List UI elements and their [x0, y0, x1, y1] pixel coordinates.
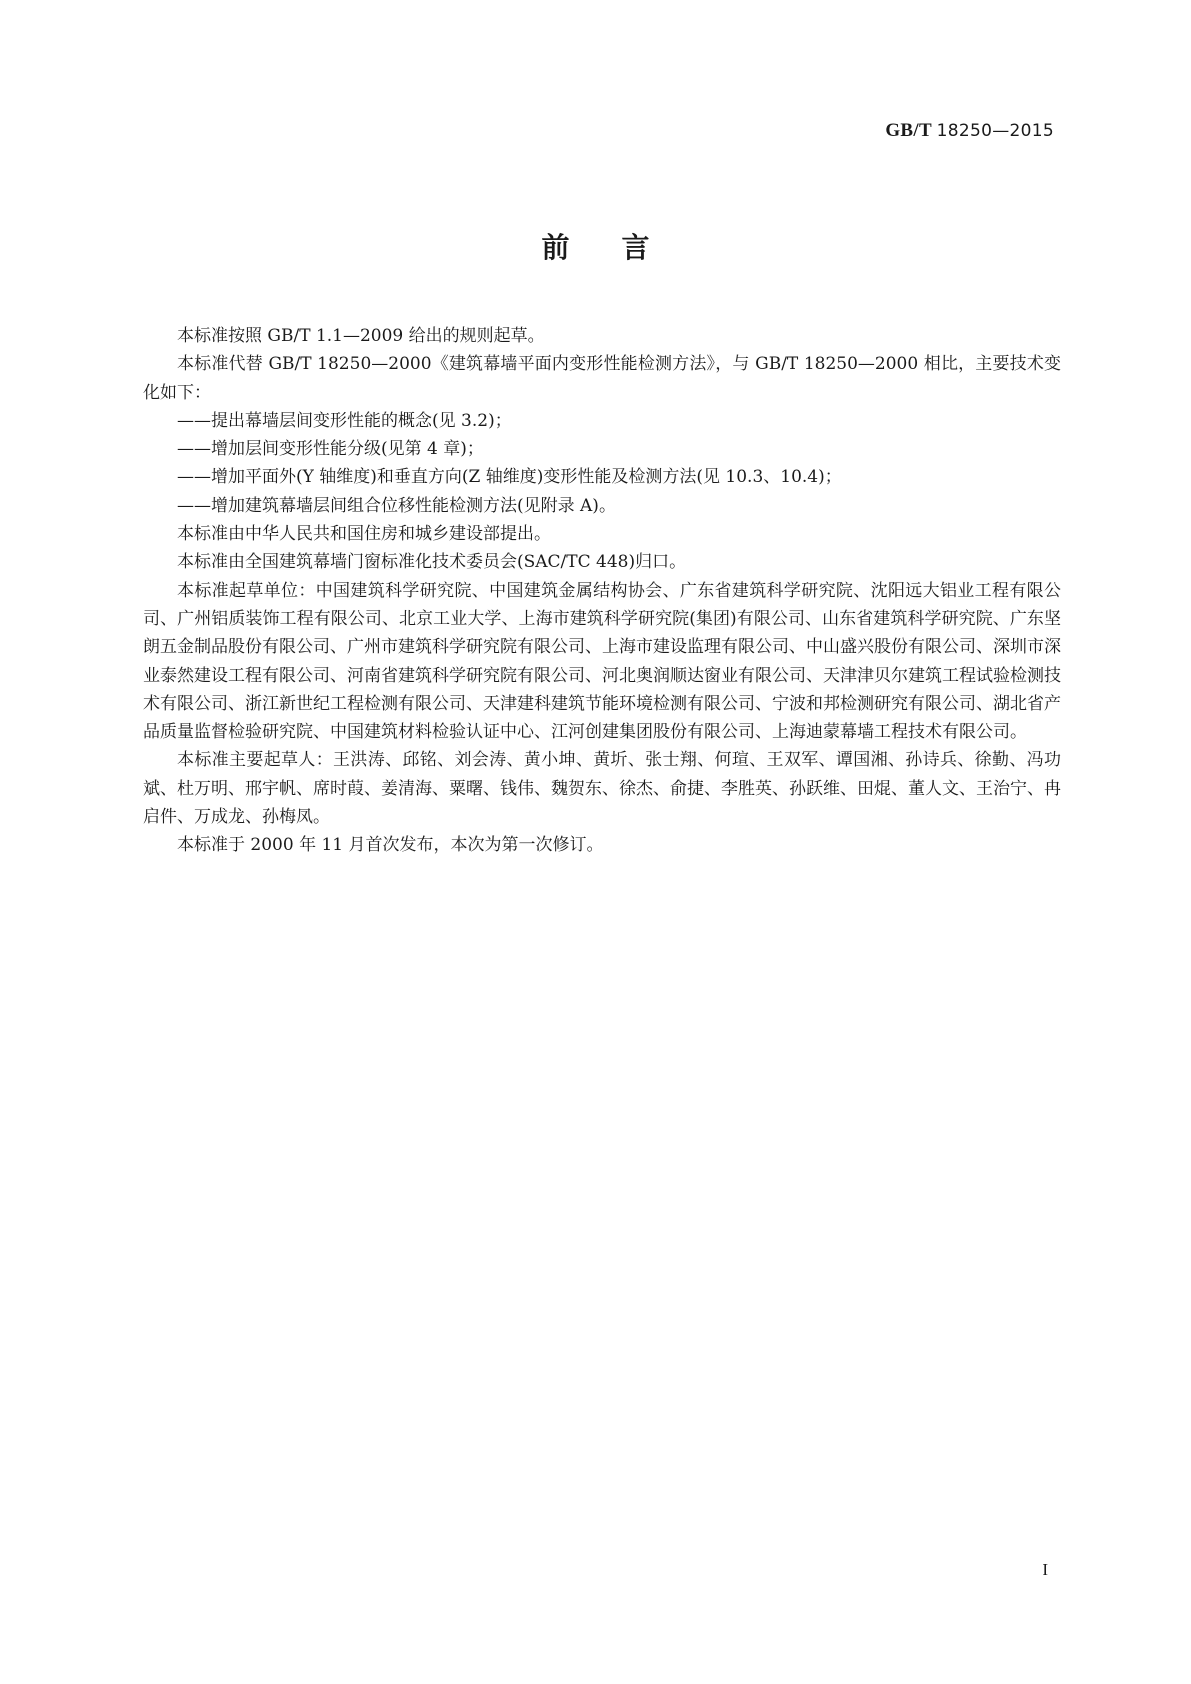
paragraph-drafting-organizations: 本标准起草单位：中国建筑科学研究院、中国建筑金属结构协会、广东省建筑科学研究院、沈阳远大铝业工程有限公司、广州铝质装饰工程有限公司、北京工业大学、上海市建筑科学研究院(集团)有限公司、山东省建筑科学研究院、广东坚朗五金制品股份有限公司、广州市建筑科学研究院有限公司、上海市建设监理有限公司、中山盛兴股份有限公司、深圳市深业泰然建设工程有限公司、河南省建筑科学研究院有限公司、河北奥润顺达窗业有限公司、天津津贝尔建筑工程试验检测技术有限公司、浙江新世纪工程检测有限公司、天津建科建筑节能环境检测有限公司、宁波和邦检测研究有限公司、湖北省产品质量监督检验研究院、中国建筑材料检验认证中心、江河创建集团股份有限公司、上海迪蒙幕墙工程技术有限公司。 — [143, 580, 1061, 743]
paragraph-drafting-rules: 本标准按照 GB/T 1.1—2009 给出的规则起草。 — [177, 326, 545, 346]
change-item-grading: ——增加层间变形性能分级(见第 4 章)； — [177, 439, 484, 460]
standard-code-prefix: GB/T — [885, 120, 932, 141]
paragraph-publication-history: 本标准于 2000 年 11 月首次发布，本次为第一次修订。 — [177, 835, 604, 856]
paragraph-technical-committee: 本标准由全国建筑幕墙门窗标准化技术委员会(SAC/TC 448)归口。 — [177, 552, 687, 573]
standard-code-number: 18250—2015 — [936, 121, 1054, 141]
change-item-concept: ——提出幕墙层间变形性能的概念(见 3.2)； — [177, 410, 512, 431]
paragraph-replacement: 本标准代替 GB/T 18250—2000《建筑幕墙平面内变形性能检测方法》，与 GB/T 18250—2000 相比，主要技术变化如下： — [143, 354, 1061, 403]
page-title: 前言 — [541, 231, 702, 264]
change-item-combined-displacement: ——增加建筑幕墙层间组合位移性能检测方法(见附录 A)。 — [177, 495, 616, 516]
page-number: I — [1042, 1560, 1048, 1579]
foreword-body — [143, 322, 1061, 860]
change-item-out-of-plane: ——增加平面外(Y 轴维度)和垂直方向(Z 轴维度)变形性能及检测方法(见 10.3、10.4)； — [177, 467, 842, 488]
paragraph-proposer: 本标准由中华人民共和国住房和城乡建设部提出。 — [177, 524, 551, 545]
paragraph-drafters: 本标准主要起草人：王洪涛、邱铭、刘会涛、黄小坤、黄圻、张士翔、何瑄、王双军、谭国湘、孙诗兵、徐勤、冯功斌、杜万明、邢宇帆、席时葭、姜清海、粟曙、钱伟、魏贺东、徐杰、俞捷、李胜英、孙跃维、田焜、董人文、王治宁、冉启件、万成龙、孙梅凤。 — [143, 750, 1061, 828]
standard-code — [885, 120, 1054, 142]
